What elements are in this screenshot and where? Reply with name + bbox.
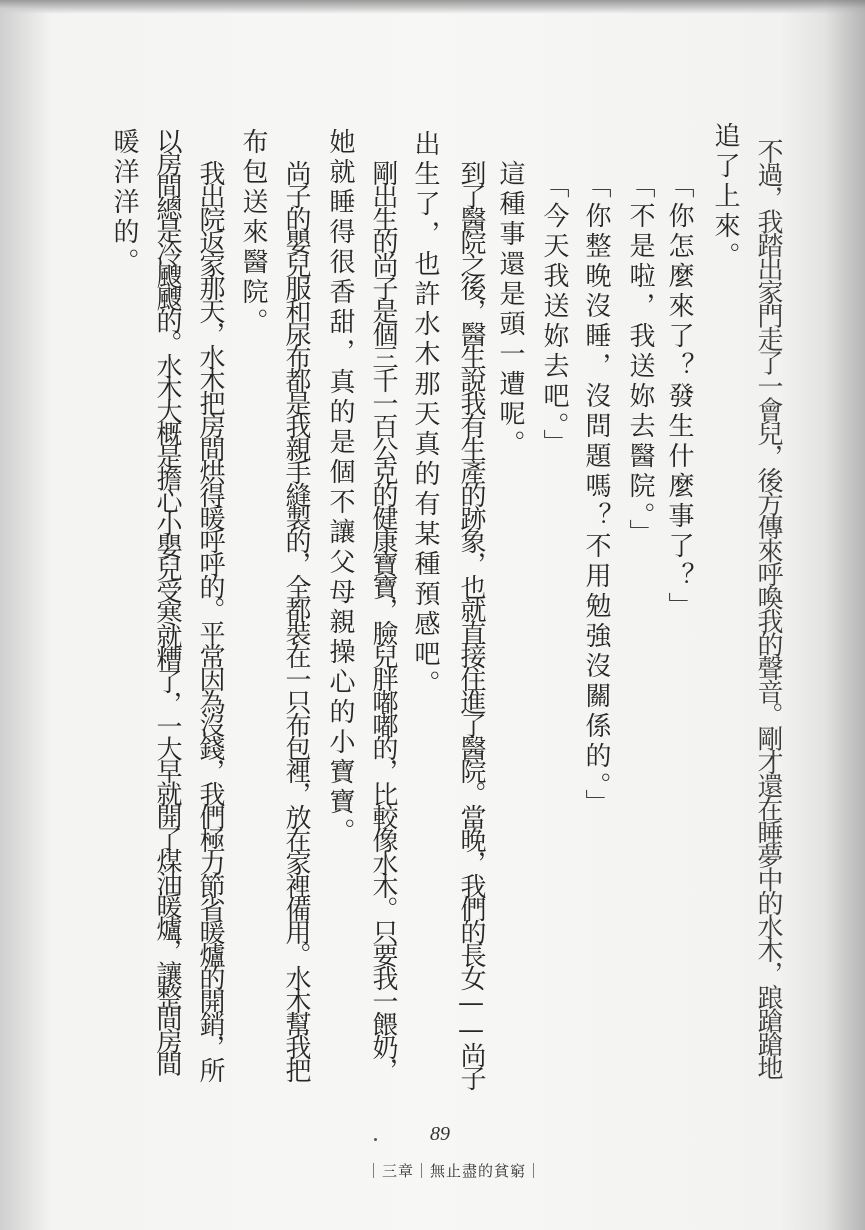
text-column-5: 「你整晚沒睡，沒問題嗎？不用勉強沒關係的。」: [581, 172, 611, 819]
footer-dot-mark: [374, 1138, 377, 1141]
text-column-12: 尚子的嬰兒服和尿布都是我親手縫製的，全都裝在一只布包裡，放在家裡備用。水木幫我把: [281, 160, 311, 1080]
text-column-15: 以房間總是冷颼颼的。水木大概是擔心小嬰兒受寒就糟了，一大早就開了煤油暖爐，讓整間房間: [152, 128, 182, 1073]
text-column-16: 暖洋洋的。: [109, 128, 139, 278]
text-column-3: 「你怎麼來了？發生什麼事了？」: [664, 172, 694, 622]
text-column-2: 追了上來。: [710, 122, 740, 272]
running-footer-chapter: ｜三章｜無止盡的貧窮｜: [366, 1162, 543, 1180]
text-column-10: 剛出生的尚子是個三千一百公克的健康寶寶，臉兒胖嘟嘟的，比較像水木。只要我一餵奶，: [368, 160, 398, 1080]
text-column-11: 她就睡得很香甜，真的是個不讓父母親操心的小寶寶。: [325, 128, 355, 848]
page-binding-shadow: [825, 0, 865, 1230]
text-column-7: 這種事還是頭一遭呢。: [495, 160, 525, 460]
text-column-9: 出生了，也許水木那天真的有某種預感吧。: [410, 130, 440, 700]
text-column-14: 我出院返家那天，水木把房間烘得暖呼呼的。平常因為沒錢，我們極力節省暖爐的開銷，所: [195, 160, 225, 1080]
text-column-4: 「不是啦，我送妳去醫院。」: [625, 172, 655, 549]
text-column-13: 布包送來醫院。: [238, 128, 268, 338]
text-column-1: 不過，我踏出家門走了一會兒，後方傳來呼喚我的聲音。剛才還在睡夢中的水木，踉蹌蹌地: [753, 138, 783, 1078]
text-column-6: 「今天我送妳去吧。」: [539, 172, 569, 459]
page-number: 89: [430, 1123, 450, 1145]
page-top-shadow: [0, 0, 865, 14]
text-column-8: 到了醫院之後，醫生說我有生產的跡象，也就直接住進了醫院。當晚，我們的長女——尚子: [456, 160, 486, 1088]
